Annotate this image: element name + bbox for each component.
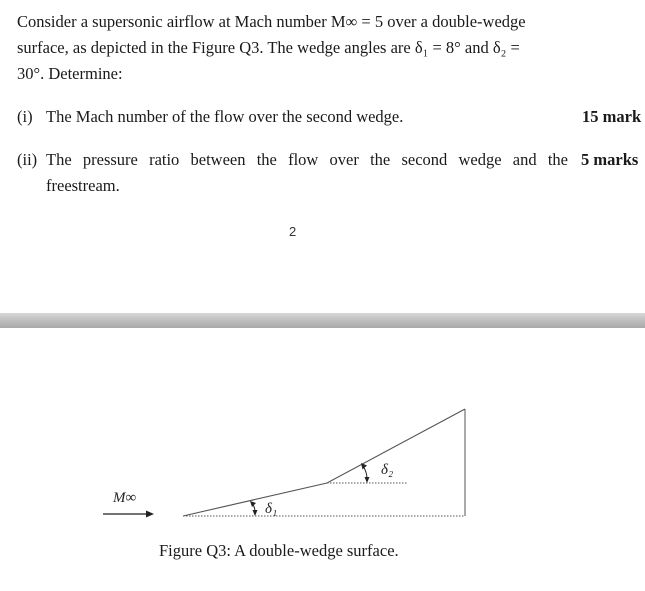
question-line-3: 30°. Determine:	[17, 64, 123, 83]
part-i-label: (i)	[17, 107, 33, 126]
part-i-text: The Mach number of the flow over the second wedge.	[46, 107, 404, 126]
freestream-arrow	[103, 511, 154, 518]
part-i-marks: 15 mark	[582, 107, 642, 126]
part-ii-text-line-2: freestream.	[46, 176, 120, 195]
question-line-2: surface, as depicted in the Figure Q3. The wedge angles are δ₁ = 8° and δ₂ =	[17, 38, 520, 57]
mach-label: M∞	[113, 490, 137, 506]
wedge-surface	[183, 409, 465, 516]
question-line-1: Consider a supersonic airflow at Mach number M∞ = 5 over a double-wedge	[17, 12, 526, 31]
delta2-angle-arrow	[361, 463, 370, 483]
part-ii-label: (ii)	[17, 150, 38, 169]
part-ii-marks: 5 marks	[581, 150, 639, 169]
page-number: 2	[289, 224, 297, 239]
figure-caption: Figure Q3: A double-wedge surface.	[159, 541, 399, 560]
delta2-label: δ₂	[381, 462, 394, 478]
delta1-label: δ₁	[265, 501, 278, 517]
part-ii-text-line-1: The pressure ratio between the flow over the second wedge and the	[46, 150, 568, 169]
delta1-angle-arrow	[250, 501, 258, 516]
